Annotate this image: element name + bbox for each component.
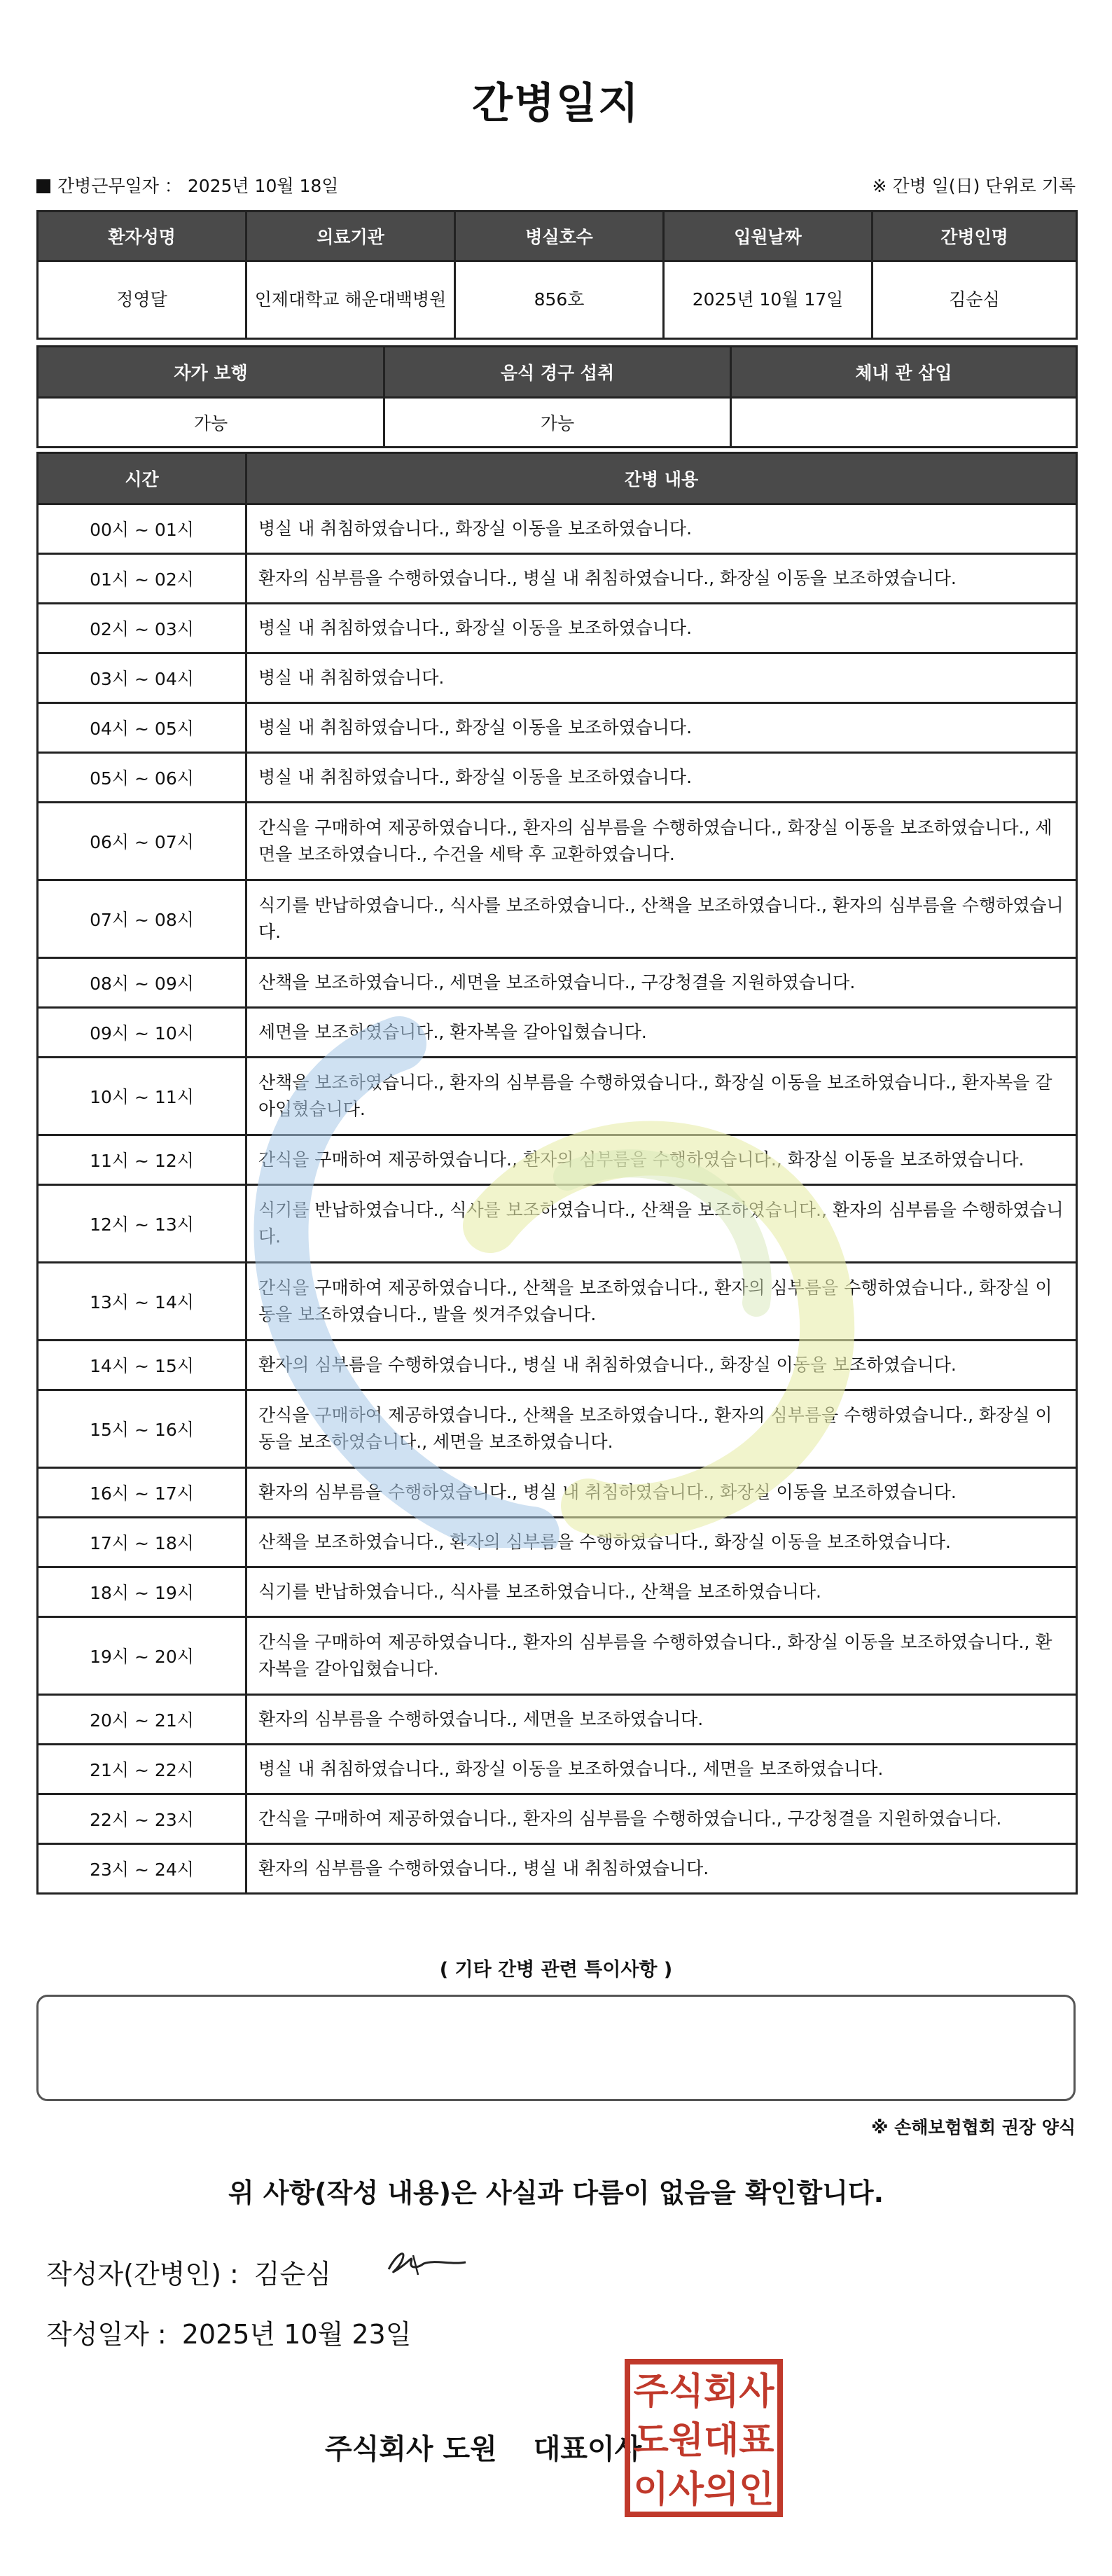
table-row [38,1617,1077,1695]
hospital-name: 인제대학교 해운대백병원 [246,261,455,339]
log-time: 15시 ~ 16시 [38,1390,246,1468]
log-content: 병실 내 취침하였습니다., 화장실 이동을 보조하였습니다. [246,753,1077,803]
log-time: 21시 ~ 22시 [38,1745,246,1794]
log-time: 16시 ~ 17시 [38,1468,246,1518]
log-content: 병실 내 취침하였습니다., 화장실 이동을 보조하였습니다. [246,604,1077,653]
log-time: 04시 ~ 05시 [38,703,246,753]
table-row [38,1058,1077,1135]
table-row [38,803,1077,880]
log-time: 06시 ~ 07시 [38,803,246,880]
time-header: 시간 [38,453,246,504]
log-time: 11시 ~ 12시 [38,1135,246,1185]
log-time: 08시 ~ 09시 [38,958,246,1008]
log-content: 세면을 보조하였습니다., 환자복을 갈아입혔습니다. [246,1008,1077,1058]
remarks-title: ( 기타 간병 관련 특이사항 ) [439,1959,673,1981]
log-time: 14시 ~ 15시 [38,1341,246,1390]
table-row [38,1518,1077,1567]
table-row [38,653,1077,703]
square-bullet-icon [36,179,50,193]
table-row [38,554,1077,604]
log-content: 환자의 심부름을 수행하였습니다., 병실 내 취침하였습니다. [246,1844,1077,1894]
table-row [38,1695,1077,1745]
table-row [38,1135,1077,1185]
log-content: 식기를 반납하였습니다., 식사를 보조하였습니다., 산책을 보조하였습니다., 환자의 심부름을 수행하였습니다. [246,880,1077,958]
patient-name: 정영달 [38,261,246,339]
room-header: 병실호수 [455,212,664,261]
company-name: 주식회사 도원 [325,2433,497,2465]
log-content: 식기를 반납하였습니다., 식사를 보조하였습니다., 산책을 보조하였습니다. [246,1567,1077,1617]
oral-intake-header: 음식 경구 섭취 [384,347,731,398]
admission-date-header: 입원날짜 [664,212,873,261]
table-row [38,1567,1077,1617]
log-time: 05시 ~ 06시 [38,753,246,803]
writer-label: 작성자(간병인) : [46,2259,239,2290]
table-row [38,1844,1077,1894]
table-row [38,1745,1077,1794]
log-content: 환자의 심부름을 수행하였습니다., 병실 내 취침하였습니다., 화장실 이동을 보조하였습니다. [246,1468,1077,1518]
tube-insertion-status [731,398,1077,448]
svg-text:이사의인: 이사의인 [633,2469,774,2511]
hospital-header: 의료기관 [246,212,455,261]
log-time: 13시 ~ 14시 [38,1263,246,1341]
table-row [38,1468,1077,1518]
log-time: 00시 ~ 01시 [38,504,246,554]
log-content: 간식을 구매하여 제공하였습니다., 산책을 보조하였습니다., 환자의 심부름을 수행하였습니다., 화장실 이동을 보조하였습니다., 발을 씻겨주었습니다. [246,1263,1077,1341]
admission-date: 2025년 10월 17일 [664,261,873,339]
table-row [38,753,1077,803]
log-time: 12시 ~ 13시 [38,1185,246,1263]
log-time: 03시 ~ 04시 [38,653,246,703]
writer-name: 김순심 [253,2259,331,2290]
log-content: 병실 내 취침하였습니다., 화장실 이동을 보조하였습니다., 세면을 보조하였습니다. [246,1745,1077,1794]
care-log-table [36,452,1078,1895]
company-role: 대표이사 [533,2433,642,2465]
content-header: 간병 내용 [246,453,1077,504]
company-line [325,2427,650,2467]
table-row [38,504,1077,554]
table-row [38,1794,1077,1844]
write-date-value: 2025년 10월 23일 [181,2319,412,2350]
table-row [38,1263,1077,1341]
table-row [38,703,1077,753]
log-time: 23시 ~ 24시 [38,1844,246,1894]
walking-status: 가능 [38,398,384,448]
table-row [38,1341,1077,1390]
write-date-line [46,2313,411,2351]
work-date-value: 2025년 10월 18일 [187,176,339,196]
writer-line [46,2252,331,2291]
patient-status-table [36,345,1078,448]
log-content: 간식을 구매하여 제공하였습니다., 환자의 심부름을 수행하였습니다., 화장실 이동을 보조하였습니다. [246,1135,1077,1185]
confirmation-statement: 위 사항(작성 내용)은 사실과 다름이 없음을 확인합니다. [228,2177,884,2208]
oral-intake-status: 가능 [384,398,731,448]
work-date [36,172,338,198]
table-row [38,958,1077,1008]
log-content: 간식을 구매하여 제공하였습니다., 환자의 심부름을 수행하였습니다., 화장실 이동을 보조하였습니다., 세면을 보조하였습니다., 수건을 세탁 후 교환하였습니다. [246,803,1077,880]
table-row [38,1185,1077,1263]
table-row [38,880,1077,958]
page-title: 간병일지 [472,79,640,128]
log-content: 환자의 심부름을 수행하였습니다., 세면을 보조하였습니다. [246,1695,1077,1745]
walking-header: 자가 보행 [38,347,384,398]
association-note: ※ 손해보험협회 권장 양식 [871,2117,1076,2138]
log-time: 22시 ~ 23시 [38,1794,246,1844]
caregiver-name-header: 간병인명 [873,212,1077,261]
log-time: 07시 ~ 08시 [38,880,246,958]
room-number: 856호 [455,261,664,339]
table-row [38,1390,1077,1468]
work-date-label: 간병근무일자 ： [57,176,182,196]
log-content: 산책을 보조하였습니다., 환자의 심부름을 수행하였습니다., 화장실 이동을 보조하였습니다. [246,1518,1077,1567]
patient-info-table [36,210,1078,340]
remarks-box [36,1995,1076,2101]
log-time: 09시 ~ 10시 [38,1008,246,1058]
table-row [38,1008,1077,1058]
log-content: 간식을 구매하여 제공하였습니다., 산책을 보조하였습니다., 환자의 심부름을 수행하였습니다., 화장실 이동을 보조하였습니다., 세면을 보조하였습니다. [246,1390,1077,1468]
log-content: 환자의 심부름을 수행하였습니다., 병실 내 취침하였습니다., 화장실 이동을 보조하였습니다. [246,1341,1077,1390]
log-content: 간식을 구매하여 제공하였습니다., 환자의 심부름을 수행하였습니다., 화장실 이동을 보조하였습니다., 환자복을 갈아입혔습니다. [246,1617,1077,1695]
log-time: 18시 ~ 19시 [38,1567,246,1617]
log-content: 산책을 보조하였습니다., 세면을 보조하였습니다., 구강청결을 지원하였습니다. [246,958,1077,1008]
caregiver-name: 김순심 [873,261,1077,339]
signature-image [375,2241,473,2283]
svg-text:주식회사: 주식회사 [633,2371,774,2413]
tube-insertion-header: 체내 관 삽입 [731,347,1077,398]
log-time: 01시 ~ 02시 [38,554,246,604]
log-content: 산책을 보조하였습니다., 환자의 심부름을 수행하였습니다., 화장실 이동을 보조하였습니다., 환자복을 갈아입혔습니다. [246,1058,1077,1135]
log-content: 환자의 심부름을 수행하였습니다., 병실 내 취침하였습니다., 화장실 이동을 보조하였습니다. [246,554,1077,604]
unit-note: ※ 간병 일(日) 단위로 기록 [872,176,1076,196]
log-time: 17시 ~ 18시 [38,1518,246,1567]
log-content: 병실 내 취침하였습니다., 화장실 이동을 보조하였습니다. [246,504,1077,554]
svg-text:도원대표: 도원대표 [633,2420,774,2462]
write-date-label: 작성일자 : [46,2319,167,2350]
log-content: 병실 내 취침하였습니다., 화장실 이동을 보조하였습니다. [246,703,1077,753]
patient-name-header: 환자성명 [38,212,246,261]
log-content: 병실 내 취침하였습니다. [246,653,1077,703]
log-content: 간식을 구매하여 제공하였습니다., 환자의 심부름을 수행하였습니다., 구강청결을 지원하였습니다. [246,1794,1077,1844]
log-time: 10시 ~ 11시 [38,1058,246,1135]
company-seal [623,2357,784,2519]
log-time: 20시 ~ 21시 [38,1695,246,1745]
log-time: 02시 ~ 03시 [38,604,246,653]
log-time: 19시 ~ 20시 [38,1617,246,1695]
table-row [38,604,1077,653]
log-content: 식기를 반납하였습니다., 식사를 보조하였습니다., 산책을 보조하였습니다., 환자의 심부름을 수행하였습니다. [246,1185,1077,1263]
